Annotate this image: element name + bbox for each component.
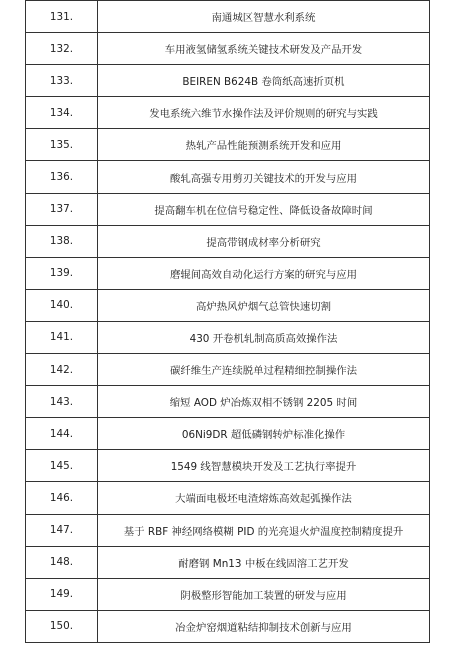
row-title: 碳纤维生产连续脱单过程精细控制操作法: [98, 354, 430, 386]
row-title: 提高翻车机在位信号稳定性、降低设备故障时间: [98, 193, 430, 225]
row-number: 146.: [26, 482, 98, 514]
row-title: 缩短 AOD 炉冶炼双相不锈钢 2205 时间: [98, 386, 430, 418]
table-row: [26, 257, 430, 289]
row-title: 酸轧高强专用剪刃关键技术的开发与应用: [98, 161, 430, 193]
row-title: 大端面电极坯电渣熔炼高效起弧操作法: [98, 482, 430, 514]
table-row: [26, 225, 430, 257]
row-title: 阴极整形智能加工装置的研发与应用: [98, 578, 430, 610]
row-number: 132.: [26, 33, 98, 65]
table-row: [26, 610, 430, 642]
table-row: [26, 193, 430, 225]
table-row: [26, 418, 430, 450]
row-number: 134.: [26, 97, 98, 129]
row-number: 150.: [26, 610, 98, 642]
row-number: 148.: [26, 546, 98, 578]
row-title: 提高带钢成材率分析研究: [98, 225, 430, 257]
table-row: [26, 514, 430, 546]
row-title: 耐磨钢 Mn13 中板在线固溶工艺开发: [98, 546, 430, 578]
row-number: 144.: [26, 418, 98, 450]
row-title: 热轧产品性能预测系统开发和应用: [98, 129, 430, 161]
table-row: [26, 321, 430, 353]
row-number: 131.: [26, 1, 98, 33]
table-row: [26, 546, 430, 578]
row-title: 430 开卷机轧制高质高效操作法: [98, 321, 430, 353]
row-number: 142.: [26, 354, 98, 386]
table-row: [26, 33, 430, 65]
table-row: [26, 386, 430, 418]
row-title: 南通城区智慧水利系统: [98, 1, 430, 33]
row-number: 143.: [26, 386, 98, 418]
table-row: [26, 129, 430, 161]
row-title: 1549 线智慧模块开发及工艺执行率提升: [98, 450, 430, 482]
row-number: 141.: [26, 321, 98, 353]
table-row: [26, 578, 430, 610]
row-number: 139.: [26, 257, 98, 289]
row-title: 高炉热风炉烟气总管快速切割: [98, 289, 430, 321]
row-number: 137.: [26, 193, 98, 225]
row-title: 车用液氢储氢系统关键技术研发及产品开发: [98, 33, 430, 65]
project-table: [25, 0, 430, 643]
table-row: [26, 65, 430, 97]
table-row: [26, 482, 430, 514]
row-number: 140.: [26, 289, 98, 321]
table-row: [26, 450, 430, 482]
table-row: [26, 97, 430, 129]
table-row: [26, 1, 430, 33]
row-number: 147.: [26, 514, 98, 546]
row-title: BEIREN B624B 卷筒纸高速折页机: [98, 65, 430, 97]
row-title: 发电系统六维节水操作法及评价规则的研究与实践: [98, 97, 430, 129]
row-number: 145.: [26, 450, 98, 482]
row-title: 基于 RBF 神经网络模糊 PID 的光亮退火炉温度控制精度提升: [98, 514, 430, 546]
row-number: 135.: [26, 129, 98, 161]
table-row: [26, 354, 430, 386]
row-title: 磨辊间高效自动化运行方案的研究与应用: [98, 257, 430, 289]
row-title: 冶金炉窑烟道粘结抑制技术创新与应用: [98, 610, 430, 642]
row-number: 136.: [26, 161, 98, 193]
row-title: 06Ni9DR 超低磷钢转炉标准化操作: [98, 418, 430, 450]
project-table-body: [26, 1, 430, 643]
document-page: [25, 0, 428, 643]
row-number: 138.: [26, 225, 98, 257]
table-row: [26, 289, 430, 321]
table-row: [26, 161, 430, 193]
row-number: 133.: [26, 65, 98, 97]
row-number: 149.: [26, 578, 98, 610]
